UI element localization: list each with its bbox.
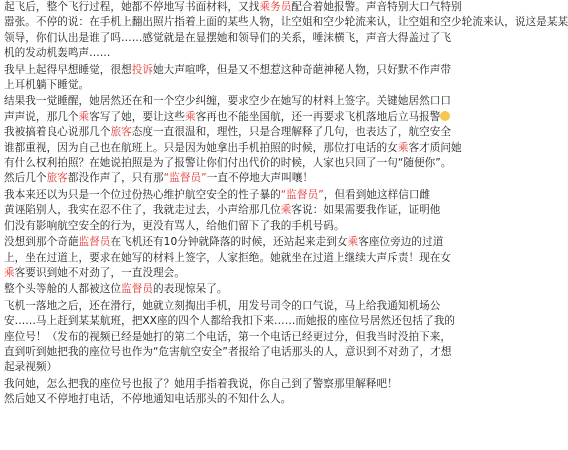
text-line: [4, 15, 568, 30]
text-line: [4, 31, 452, 46]
paragraph: [4, 282, 436, 297]
paragraph: [4, 0, 568, 62]
paragraph: [4, 94, 462, 186]
text-line: [4, 235, 444, 250]
text-line: [4, 171, 436, 186]
text-line: [4, 188, 436, 203]
text-segment: 客写了她，要让这些: [89, 110, 185, 123]
text-segment: 结果我一觉睡醒，她居然还在和一个空少纠缠，要求空少在她写的材料上签字。关键她居然口口: [4, 95, 452, 108]
text-segment: 客才质问她: [408, 141, 462, 154]
text-line: [4, 266, 436, 281]
highlighted-keyword: 旅客: [110, 126, 132, 139]
highlighted-keyword: 乘: [347, 236, 359, 249]
text-segment: 的表现惊呆了。: [153, 283, 228, 296]
paragraph: [4, 188, 441, 234]
text-line: [4, 78, 436, 93]
text-segment: 领导，你们认出是谁了吗……感觉就是在显摆她和领导们的关系，唾沫横飞，声音大得盖过了飞: [4, 31, 452, 44]
paragraph: [4, 235, 452, 281]
text-segment: 上，坐在过道上，要求在她写的材料上签字，人家拒绝。她就坐在过道上继续大声斥责！现在女: [4, 251, 452, 264]
text-segment: 然后几个: [4, 172, 47, 185]
text-segment: 客座位旁边的过道: [358, 236, 444, 249]
text-segment: 直到听到她把我的座位号也作为“危害航空安全”者报给了电话那头的人，意识到不对劲了，才想: [4, 345, 452, 358]
text-line: [4, 251, 452, 266]
highlighted-keyword: “监督员”: [280, 188, 324, 201]
text-segment: 我早上起得早想睡觉，很想: [4, 63, 132, 76]
text-line: [4, 94, 452, 109]
highlighted-keyword: 旅客: [46, 172, 68, 185]
text-segment: 没想到那个奇葩: [4, 236, 79, 249]
text-segment: 我问她，怎么把我的座位号也报了？她用手指着我说，你自己到了警察那里解释吧！: [4, 377, 398, 390]
text-segment: 机的发动机轰鸣声……: [4, 47, 111, 60]
text-segment: 我被搞着良心说那几个: [4, 126, 111, 139]
text-line: [4, 110, 441, 125]
text-line: [4, 392, 436, 407]
text-line: [4, 125, 452, 140]
text-segment: 声声说，那几个: [4, 110, 79, 123]
highlighted-keyword: 监督员: [78, 236, 111, 249]
text-line: [4, 141, 462, 156]
text-segment: 客说：如果需要我作证，证明他: [291, 204, 441, 217]
text-line: [4, 282, 436, 297]
text-line: [4, 299, 441, 314]
text-segment: 我本来还以为只是一个位过份热心维护航空安全的性子暴的: [4, 188, 281, 201]
highlighted-keyword: 乘: [4, 266, 15, 279]
text-segment: 起飞后，整个飞行过程，她都不停地写书面材料，又找: [4, 1, 260, 13]
highlighted-keyword: 乘: [280, 204, 292, 217]
text-segment: 座位号！（发布的视频已经是她打的第二个电话，第一个电话已经更过分，但我当时没拍下来，: [4, 330, 452, 343]
text-segment: 客要识到她不对劲了，一直没理会。: [14, 266, 185, 279]
highlighted-keyword: 乘: [397, 141, 409, 154]
highlighted-keyword: 乘: [78, 110, 90, 123]
text-line: [4, 377, 436, 392]
text-segment: 上耳机躺下睡觉。: [4, 79, 90, 92]
text-segment: 态度一直很温和，理性，只是合理解释了几句，也表达了，航空安全: [131, 126, 452, 139]
emoji-icon: [440, 111, 450, 121]
text-segment: 然后她又不停地打电话，不停地通知电话那头的不知什么人。: [4, 393, 292, 406]
text-line: [4, 345, 452, 360]
text-line: [4, 314, 456, 329]
text-segment: 一直不停地大声叫嚷！: [206, 172, 314, 185]
text-segment: 黄诬陷别人，我实在忍不住了，我就走过去，小声给那几位: [4, 204, 281, 217]
text-line: [4, 360, 436, 375]
highlighted-keyword: 投诉: [131, 63, 154, 76]
paragraph: [4, 377, 436, 408]
text-line: [4, 46, 436, 61]
text-segment: 飞机一落地之后，还在滑行，她就立刻掏出手机，用发号司令的口气说，马上给我通知机场公: [4, 299, 441, 312]
highlighted-keyword: 监督员: [121, 283, 154, 296]
text-line: [4, 219, 436, 234]
text-segment: ，但看到她这样信口雌: [323, 188, 431, 201]
highlighted-keyword: “监督员”: [163, 172, 207, 185]
text-segment: 客再也不能坐国航，还一再要求飞机落地后立马报警: [195, 110, 441, 123]
text-segment: 在飞机还有10分钟就降落的时候，还站起来走到女: [110, 236, 348, 249]
text-segment: 整个头等舱的人都被这位: [4, 283, 122, 296]
text-line: [4, 63, 452, 78]
text-line: [4, 203, 441, 218]
highlighted-keyword: 乘务员: [259, 1, 292, 13]
paragraph: [4, 299, 456, 376]
text-segment: 谁都重视，因为自己也在航班上。只是因为她拿出手机拍照的时候，那位打电话的女: [4, 141, 398, 154]
text-segment: 们没有影响航空安全的行为，更没有骂人，给他们留下了我的手机号码。: [4, 219, 345, 232]
text-line: [4, 330, 452, 345]
text-segment: 嚣张。不停的说：在手机上翻出照片指着上面的某些人物，让空姐和空少轮流来认，让空姐和空少轮流来认，说这是某某: [4, 16, 568, 29]
text-segment: 起录视频）: [4, 361, 58, 374]
text-segment: 都没作声了，只有那: [67, 172, 164, 185]
text-segment: 配合着她报警。声音特别大口气特别: [291, 1, 462, 13]
highlighted-keyword: 乘: [184, 110, 196, 123]
text-segment: 安……马上赶到某某航班，把XX座的四个人都给我扣下来……而她报的座位号居然还包括了我的: [4, 315, 456, 328]
paragraph: [4, 63, 452, 94]
text-line: [4, 156, 452, 171]
text-segment: 有什么权利拍照？在她说拍照是为了报警让你们付出代价的时候，人家也只回了一句“随便你”。: [4, 157, 452, 170]
text-line: [4, 0, 462, 15]
text-segment: 她大声喧哗，但是又不想惹这种奇葩神秘人物，只好默不作声带: [153, 63, 452, 76]
